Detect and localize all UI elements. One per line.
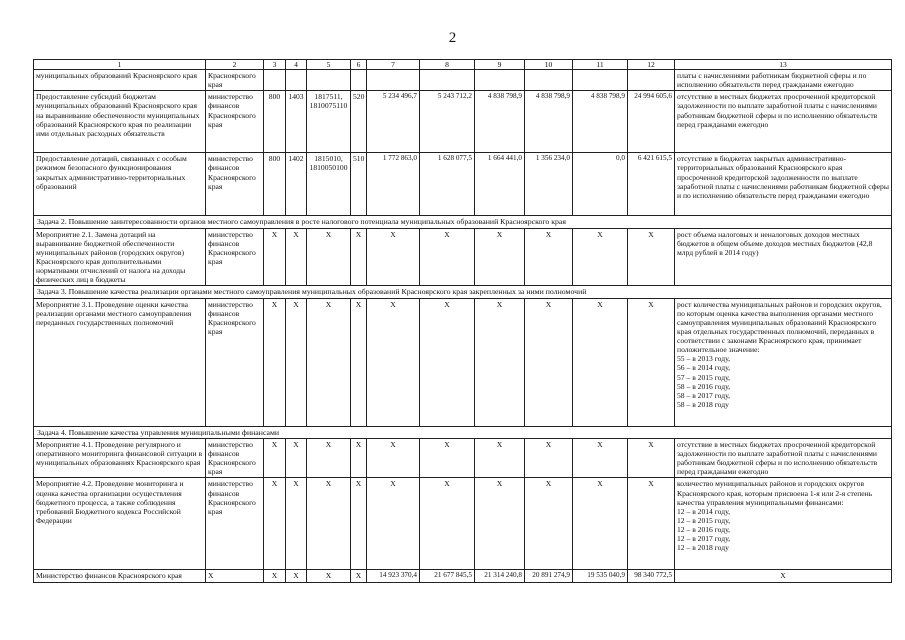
x-mark: X bbox=[351, 228, 367, 286]
row-amount: 19 535 040,9 bbox=[573, 570, 628, 582]
result-year: 57 – в 2015 году, bbox=[677, 372, 731, 382]
row-amount: 1 628 077,5 bbox=[420, 153, 475, 216]
x-mark: X bbox=[525, 298, 573, 426]
row-result bbox=[675, 298, 892, 426]
header-cell: 8 bbox=[420, 60, 475, 70]
x-mark: X bbox=[628, 478, 675, 570]
x-mark: X bbox=[286, 228, 307, 286]
x-mark: X bbox=[573, 298, 628, 426]
row-result: отсутствие в местных бюджетах просроченной кредиторской задолженности по выплате заработной платы с начислениями работникам бюджетной сферы и по исполнению обязательств перед гражданами ежегодно bbox=[675, 439, 892, 478]
row-amount: 6 421 615,5 bbox=[628, 153, 675, 216]
row-executor: министерство финансов Красноярского края bbox=[206, 439, 264, 478]
row-amount: 98 340 772,5 bbox=[628, 570, 675, 582]
x-mark: X bbox=[525, 439, 573, 478]
row-result: платы с начислениями работникам бюджетной сферы и по исполнению обязательств перед гражданами ежегодно bbox=[675, 70, 892, 91]
row-executor: министерство финансов Красноярского края bbox=[206, 91, 264, 153]
x-mark: X bbox=[475, 439, 525, 478]
result-year: 56 – в 2014 году, bbox=[677, 363, 731, 373]
row-code: 520 bbox=[351, 91, 367, 153]
result-year: 58 – в 2017 году, bbox=[677, 390, 731, 400]
program-table bbox=[33, 59, 892, 583]
x-mark: X bbox=[628, 439, 675, 478]
x-mark: X bbox=[351, 570, 367, 582]
x-mark: X bbox=[351, 298, 367, 426]
x-mark: X bbox=[525, 478, 573, 570]
x-mark: X bbox=[307, 228, 351, 286]
result-year: 55 – в 2013 году, bbox=[677, 354, 731, 364]
row-name: Мероприятие 3.1. Проведение оценки качества реализации органами местного самоуправления переданных государственных полномочий bbox=[34, 298, 206, 426]
x-mark: X bbox=[286, 439, 307, 478]
x-mark: X bbox=[286, 478, 307, 570]
header-cell: 12 bbox=[628, 60, 675, 70]
x-mark: X bbox=[675, 570, 892, 582]
row-amount: 20 891 274,9 bbox=[525, 570, 573, 582]
row-executor: министерство финансов Красноярского края bbox=[206, 478, 264, 570]
x-mark: X bbox=[307, 570, 351, 582]
x-mark: X bbox=[628, 298, 675, 426]
x-mark: X bbox=[475, 298, 525, 426]
row-code: 1817511, 1810075110 bbox=[307, 91, 351, 153]
task-row bbox=[34, 216, 892, 228]
x-mark: X bbox=[475, 478, 525, 570]
row-amount: 14 923 370,4 bbox=[367, 570, 420, 582]
task-title: Задача 3. Повышение качества реализации органами местного самоуправления муниципальных образований Красноярского края закрепленных за ними полномочий bbox=[34, 286, 892, 298]
task-title: Задача 2. Повышение заинтересованности органов местного самоуправления в росте налогового потенциала муниципальных образований Красноярского края bbox=[34, 216, 892, 228]
header-cell: 3 bbox=[264, 60, 286, 70]
row-result: рост объема налоговых и неналоговых доходов местных бюджетов в общем объеме доходов местных бюджетов (42,8 млрд рублей в 2014 году) bbox=[675, 228, 892, 286]
x-mark: X bbox=[420, 439, 475, 478]
row-amount: 21 314 240,8 bbox=[475, 570, 525, 582]
header-cell: 10 bbox=[525, 60, 573, 70]
row-result bbox=[675, 478, 892, 570]
row-amount: 5 243 712,2 bbox=[420, 91, 475, 153]
table-row bbox=[34, 478, 892, 570]
result-year: 12 – в 2017 году, bbox=[677, 534, 731, 544]
x-mark: X bbox=[286, 570, 307, 582]
x-mark: X bbox=[264, 439, 286, 478]
row-name: Мероприятие 4.2. Проведение мониторинга и оценка качества организации осуществления бюджетного процесса, а также соблюдения требований Бюджетного кодекса Российской Федерации bbox=[34, 478, 206, 570]
result-year: 12 – в 2016 году, bbox=[677, 525, 731, 534]
row-code: 1815010, 1810050100 bbox=[307, 153, 351, 216]
x-mark: X bbox=[367, 439, 420, 478]
task-row bbox=[34, 426, 892, 438]
result-year: 58 – в 2016 году, bbox=[677, 381, 731, 391]
row-name: Предоставление дотаций, связанных с особым режимом безопасного функционирования закрытых административно-территориальных образований bbox=[34, 153, 206, 216]
row-name: муниципальных образований Красноярского края bbox=[34, 70, 206, 91]
row-amount: 4 838 798,9 bbox=[525, 91, 573, 153]
row-amount: 21 677 845,5 bbox=[420, 570, 475, 582]
x-mark: X bbox=[264, 478, 286, 570]
result-year: 12 – в 2014 году, bbox=[677, 506, 731, 516]
row-name: Мероприятие 2.1. Замена дотаций на выравнивание бюджетной обеспеченности муниципальных районов (городских округов) Красноярского края дополнительными нормативами отчислений от налога на доходы физических лиц в бюджеты bbox=[34, 228, 206, 286]
row-name: Предоставление субсидий бюджетам муниципальных образований Красноярского края на выравнивание обеспеченности муниципальных образований Красноярского края по реализации ими отдельных расходных обязательств bbox=[34, 91, 206, 153]
x-mark: X bbox=[264, 298, 286, 426]
row-amount: 4 838 798,9 bbox=[573, 91, 628, 153]
x-mark: X bbox=[351, 478, 367, 570]
header-cell: 1 bbox=[34, 60, 206, 70]
total-row bbox=[34, 570, 892, 582]
row-executor: Красноярского края bbox=[206, 70, 264, 91]
row-code: 1403 bbox=[286, 91, 307, 153]
task-row bbox=[34, 286, 892, 298]
row-code: 800 bbox=[264, 153, 286, 216]
x-mark: X bbox=[420, 298, 475, 426]
row-amount: 0,0 bbox=[573, 153, 628, 216]
x-mark: X bbox=[573, 478, 628, 570]
row-amount: 5 234 496,7 bbox=[367, 91, 420, 153]
header-cell: 11 bbox=[573, 60, 628, 70]
table-row bbox=[34, 91, 892, 153]
result-year: 12 – в 2015 году, bbox=[677, 515, 731, 525]
x-mark: X bbox=[367, 298, 420, 426]
x-mark: X bbox=[286, 298, 307, 426]
row-code: 1402 bbox=[286, 153, 307, 216]
row-name: Мероприятие 4.1. Проведение регулярного и оперативного мониторинга финансовой ситуации в муниципальных образованиях Красноярского края bbox=[34, 439, 206, 478]
x-mark: X bbox=[628, 228, 675, 286]
x-mark: X bbox=[573, 228, 628, 286]
row-amount: 4 838 798,9 bbox=[475, 91, 525, 153]
row-result: отсутствие в бюджетах закрытых административно-территориальных образований Красноярского края просроченной кредиторской задолженности по выплате заработной платы с начислениями работникам бюджетной сферы и по исполнению обязательств перед гражданами ежегодно bbox=[675, 153, 892, 216]
x-mark: X bbox=[264, 228, 286, 286]
x-mark: X bbox=[420, 478, 475, 570]
x-mark: X bbox=[307, 478, 351, 570]
header-cell: 6 bbox=[351, 60, 367, 70]
header-cell: 9 bbox=[475, 60, 525, 70]
row-amount: 24 994 605,6 bbox=[628, 91, 675, 153]
x-mark: X bbox=[307, 439, 351, 478]
header-cell: 5 bbox=[307, 60, 351, 70]
row-executor: министерство финансов Красноярского края bbox=[206, 228, 264, 286]
x-mark: X bbox=[525, 228, 573, 286]
x-mark: X bbox=[367, 228, 420, 286]
header-cell: 2 bbox=[206, 60, 264, 70]
header-row bbox=[34, 60, 892, 70]
header-cell: 4 bbox=[286, 60, 307, 70]
x-mark: X bbox=[307, 298, 351, 426]
x-mark: X bbox=[573, 439, 628, 478]
page-number: 2 bbox=[448, 30, 457, 46]
header-cell: 13 bbox=[675, 60, 892, 70]
table-row bbox=[34, 298, 892, 426]
header-cell: 7 bbox=[367, 60, 420, 70]
row-code: 510 bbox=[351, 153, 367, 216]
row-executor: министерство финансов Красноярского края bbox=[206, 153, 264, 216]
row-amount: 1 664 441,0 bbox=[475, 153, 525, 216]
table-row bbox=[34, 153, 892, 216]
table-row bbox=[34, 228, 892, 286]
row-code: 800 bbox=[264, 91, 286, 153]
x-mark: X bbox=[475, 228, 525, 286]
row-executor: министерство финансов Красноярского края bbox=[206, 298, 264, 426]
result-year: 58 – в 2018 году bbox=[677, 399, 729, 409]
x-mark: X bbox=[420, 228, 475, 286]
result-text: рост количества муниципальных районов и городских округов, по которым оценка качества выполнения органами местного самоуправления муниципальных образований Красноярского края отдельных государственных полномочий, переданных в соответствии с законами Красноярского края, принимает положительное значение: bbox=[677, 299, 882, 355]
row-amount: 1 772 863,0 bbox=[367, 153, 420, 216]
x-mark: X bbox=[351, 439, 367, 478]
x-mark: X bbox=[367, 478, 420, 570]
task-title: Задача 4. Повышение качества управления муниципальными финансами bbox=[34, 426, 892, 438]
table-row bbox=[34, 439, 892, 478]
result-text: количество муниципальных районов и городских округов Красноярского края, которым присвоена 1-я или 2-я степень качества управления муниципальными финансами: bbox=[677, 479, 873, 507]
row-result: отсутствие в местных бюджетах просроченной кредиторской задолженности по выплате заработной платы с начислениями работникам бюджетной сферы и по исполнению обязательств перед гражданами ежегодно bbox=[675, 91, 892, 153]
x-mark: X bbox=[206, 570, 264, 582]
row-name: Министерство финансов Красноярского края bbox=[34, 570, 206, 582]
row-amount: 1 356 234,0 bbox=[525, 153, 573, 216]
result-year: 12 – в 2018 году bbox=[677, 543, 729, 553]
x-mark: X bbox=[264, 570, 286, 582]
table-row bbox=[34, 70, 892, 91]
